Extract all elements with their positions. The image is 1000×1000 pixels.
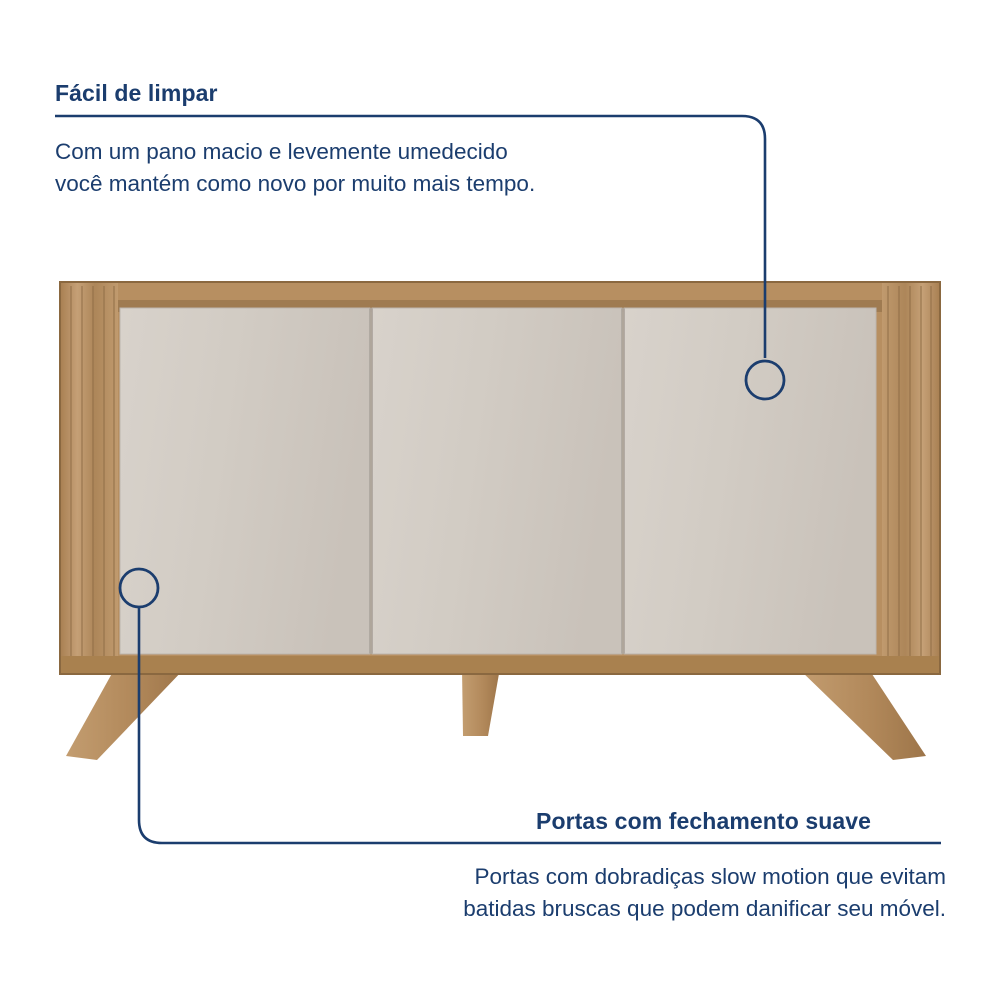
door-left[interactable] xyxy=(120,308,370,654)
furniture-body xyxy=(60,282,940,674)
side-panel-left xyxy=(60,282,118,674)
callout-body-line: Com um pano macio e levemente umedecido xyxy=(55,139,508,164)
callout-body-fechamento-suave xyxy=(346,861,946,925)
callout-title-facil-de-limpar: Fácil de limpar xyxy=(55,80,218,106)
callout-title-fechamento-suave: Portas com fechamento suave xyxy=(536,808,872,834)
leg-center xyxy=(462,668,500,736)
furniture-legs xyxy=(66,668,926,760)
leg-left xyxy=(66,668,185,760)
callout-body-facil-de-limpar xyxy=(55,136,695,200)
door-right[interactable] xyxy=(624,308,876,654)
callout-body-line: Portas com dobradiças slow motion que evitam xyxy=(474,864,946,889)
callout-body-line: você mantém como novo por muito mais tempo. xyxy=(55,170,536,196)
door-center[interactable] xyxy=(372,308,622,654)
leg-right xyxy=(798,668,926,760)
callout-body-line: batidas bruscas que podem danificar seu móvel. xyxy=(463,895,946,921)
bottom-rail xyxy=(60,656,940,674)
